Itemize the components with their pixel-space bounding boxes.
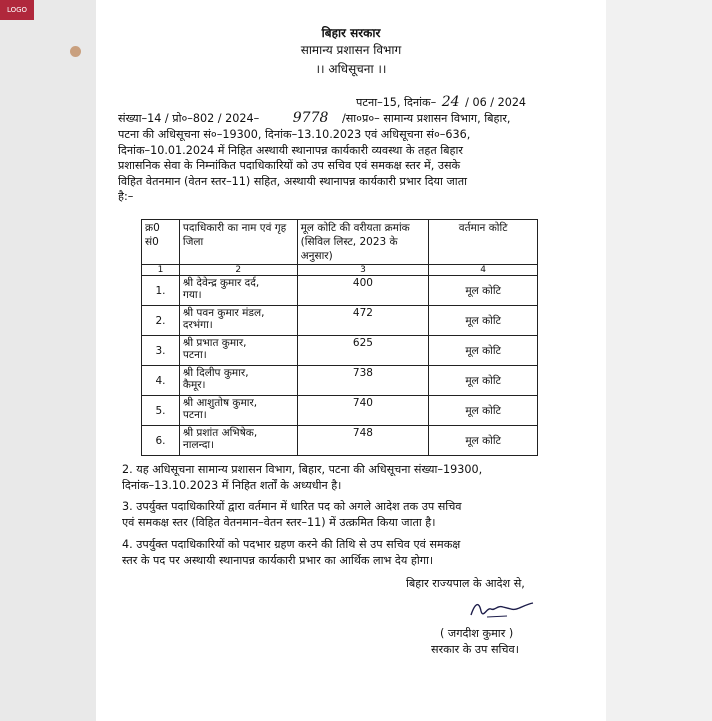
body-paragraph <box>118 127 552 205</box>
table-row <box>142 366 538 396</box>
table-row <box>142 396 538 426</box>
cell-rank: 400 <box>297 276 429 306</box>
body-line: दिनांक–10.01.2024 में निहित अस्थायी स्थानापन्न कार्यकारी व्यवस्था के तहत बिहार <box>118 143 463 157</box>
handwritten-day: 24 <box>441 94 460 110</box>
home-district: नालन्दा। <box>182 439 215 451</box>
reference-prefix: संख्या–14 / प्रो०–802 / 2024– <box>118 112 260 125</box>
col-header-sn: क्र0 सं0 <box>142 220 180 265</box>
cell-sn: 1. <box>142 276 180 306</box>
signatory-name: ( जगदीश कुमार ) <box>440 627 514 640</box>
officer-name: श्री प्रभात कुमार, <box>182 337 247 349</box>
col-header-rank: मूल कोटि की वरीयता क्रमांक (सिविल लिस्ट, 2023 के अनुसार) <box>297 220 429 265</box>
officer-name: श्री पवन कुमार मंडल, <box>182 307 265 319</box>
handwritten-signature <box>467 597 537 623</box>
col-number: 4 <box>429 265 538 276</box>
right-margin <box>606 0 712 721</box>
notification-heading: ।। अधिसूचना ।। <box>315 62 387 76</box>
col-number: 2 <box>179 265 297 276</box>
cell-name-district <box>179 366 297 396</box>
cell-name-district <box>179 426 297 456</box>
paragraph-2 <box>122 462 556 493</box>
cell-sn: 3. <box>142 336 180 366</box>
department-heading: सामान्य प्रशासन विभाग <box>300 43 402 57</box>
officer-name: श्री दिलीप कुमार, <box>182 367 249 379</box>
cell-cadre: मूल कोटि <box>429 276 538 306</box>
table-row <box>142 336 538 366</box>
officer-name: श्री देवेन्द्र कुमार दर्द, <box>182 277 260 289</box>
officer-name: श्री प्रशांत अभिषेक, <box>182 427 258 439</box>
table-header-row <box>142 220 538 265</box>
body-line: प्रशासनिक सेवा के निम्नांकित पदाधिकारियों को उप सचिव एवं समकक्ष स्तर में, उसके <box>118 159 461 173</box>
place-date <box>356 94 526 110</box>
order-line: बिहार राज्यपाल के आदेश से, <box>406 577 525 590</box>
paragraph-4 <box>122 537 556 568</box>
signatory-designation: सरकार के उप सचिव। <box>431 643 519 656</box>
site-logo[interactable]: LOGO <box>0 0 34 20</box>
cell-cadre: मूल कोटि <box>429 306 538 336</box>
punch-hole-mark <box>70 46 81 57</box>
home-district: पटना। <box>182 349 207 361</box>
para-line: 4. उपर्युक्त पदाधिकारियों को पदभार ग्रहण करने की तिथि से उप सचिव एवं समकक्ष <box>122 538 461 551</box>
cell-cadre: मूल कोटि <box>429 336 538 366</box>
cell-cadre: मूल कोटि <box>429 426 538 456</box>
cell-rank: 748 <box>297 426 429 456</box>
col-header-cadre: वर्तमान कोटि <box>429 220 538 265</box>
para-line: 3. उपर्युक्त पदाधिकारियों द्वारा वर्तमान में धारित पद को अगले आदेश तक उप सचिव <box>122 500 462 513</box>
left-margin <box>0 0 96 721</box>
home-district: गया। <box>182 289 202 301</box>
cell-sn: 4. <box>142 366 180 396</box>
cell-name-district <box>179 336 297 366</box>
home-district: दरभंगा। <box>182 319 213 331</box>
column-number-row <box>142 265 538 276</box>
home-district: पटना। <box>182 409 207 421</box>
officers-table <box>141 219 538 456</box>
body-line: है:– <box>118 190 134 204</box>
cell-name-district <box>179 276 297 306</box>
cell-cadre: मूल कोटि <box>429 366 538 396</box>
para-line: एवं समकक्ष स्तर (विहित वेतनमान–वेतन स्तर–11) में उत्क्रमित किया जाता है। <box>122 515 436 529</box>
reference-suffix: /सा०प्र०– सामान्य प्रशासन विभाग, बिहार, <box>341 112 511 125</box>
paragraph-3 <box>122 499 556 530</box>
govt-heading: बिहार सरकार <box>321 26 381 40</box>
cell-sn: 5. <box>142 396 180 426</box>
table-row <box>142 306 538 336</box>
cell-rank: 625 <box>297 336 429 366</box>
place-date-prefix: पटना–15, दिनांक– <box>356 96 437 109</box>
col-header-name: पदाधिकारी का नाम एवं गृह जिला <box>179 220 297 265</box>
cell-name-district <box>179 306 297 336</box>
place-date-rest: / 06 / 2024 <box>465 96 527 109</box>
body-line: विहित वेतनमान (वेतन स्तर–11) सहित, अस्थायी स्थानापन्न कार्यकारी प्रभार दिया जाता <box>118 174 467 188</box>
cell-sn: 6. <box>142 426 180 456</box>
handwritten-ref-no: 9778 <box>292 110 329 126</box>
para-line: दिनांक–13.10.2023 में निहित शर्तों के अध्यधीन है। <box>122 478 342 492</box>
col-number: 1 <box>142 265 180 276</box>
body-line: पटना की अधिसूचना सं०–19300, दिनांक–13.10.2023 एवं अधिसूचना सं०–636, <box>118 128 471 141</box>
cell-rank: 738 <box>297 366 429 396</box>
cell-rank: 740 <box>297 396 429 426</box>
cell-cadre: मूल कोटि <box>429 396 538 426</box>
officer-name: श्री आशुतोष कुमार, <box>182 397 258 409</box>
col-number: 3 <box>297 265 429 276</box>
table-row <box>142 276 538 306</box>
table-row <box>142 426 538 456</box>
cell-rank: 472 <box>297 306 429 336</box>
cell-name-district <box>179 396 297 426</box>
cell-sn: 2. <box>142 306 180 336</box>
para-line: 2. यह अधिसूचना सामान्य प्रशासन विभाग, बिहार, पटना की अधिसूचना संख्या–19300, <box>122 463 483 476</box>
home-district: कैमूर। <box>182 379 206 391</box>
reference-line <box>118 110 510 126</box>
para-line: स्तर के पद पर अस्थायी स्थानापन्न कार्यकारी प्रभार का आर्थिक लाभ देय होगा। <box>122 553 434 567</box>
